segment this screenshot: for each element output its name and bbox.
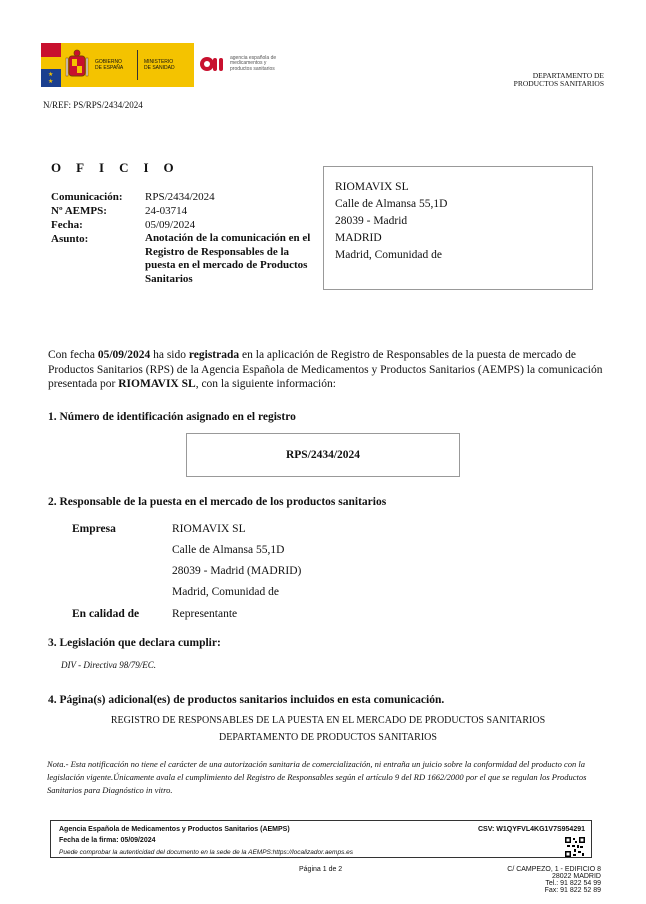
empresa-label: Empresa xyxy=(72,523,116,535)
legislation-value: DIV - Directiva 98/79/EC. xyxy=(61,660,156,670)
empresa-postal: 28039 - Madrid (MADRID) xyxy=(172,565,302,577)
comunicacion-value: RPS/2434/2024 xyxy=(145,191,215,203)
qr-code-icon xyxy=(565,837,585,857)
asunto-value: Anotación de la comunicación en el Registro de Responsables de la puesta en el mercado de Productos Sanitarios xyxy=(145,232,311,285)
registry-number-box: RPS/2434/2024 xyxy=(186,433,460,477)
gobierno-text: GOBIERNO DE ESPAÑA xyxy=(95,59,124,71)
signature-footer-box xyxy=(50,820,592,858)
coat-of-arms-icon xyxy=(65,48,89,82)
empresa-street: Calle de Almansa 55,1D xyxy=(172,544,285,556)
oficio-metadata xyxy=(51,190,315,286)
section-4-heading: 4. Página(s) adicional(es) de productos sanitarios incluidos en esta comunicación. xyxy=(48,694,445,706)
aemps-logo xyxy=(199,55,285,73)
recipient-postal: 28039 - Madrid xyxy=(335,215,408,227)
section-1-heading: 1. Número de identificación asignado en el registro xyxy=(48,411,296,423)
page-number: Página 1 de 2 xyxy=(299,866,343,873)
nota-disclaimer: Nota.- Esta notificación no tiene el carácter de una autorización sanitaria de comercialización, ni entraña un juicio sobre la conformidad del producto con la legislación vigente.Únicamente avala el cumplimiento del Registro de Responsables según el artículo 9 del RD 1662/2000 por el que se regulan los Productos Sanitarios para Diagnóstico in vitro. xyxy=(47,759,587,795)
footer-agency: Agencia Española de Medicamentos y Productos Sanitarios (AEMPS) xyxy=(59,826,290,833)
aemps-text: agencia española de medicamentos y productos sanitarios xyxy=(230,54,277,72)
reference-number: N/REF: PS/RPS/2434/2024 xyxy=(43,100,143,110)
fecha-label: Fecha: xyxy=(51,219,83,231)
gobierno-espana-logo xyxy=(41,43,194,87)
aemps-number-value: 24-03714 xyxy=(145,205,188,217)
oficio-title: OFICIO xyxy=(51,160,189,175)
aemps-number-label: Nº AEMPS: xyxy=(51,205,107,217)
aemps-logo-icon xyxy=(199,55,227,73)
recipient-street: Calle de Almansa 55,1D xyxy=(335,198,448,210)
footer-csv: CSV: W1QYFVL4KG1V7S954291 xyxy=(478,826,585,833)
section-2-heading: 2. Responsable de la puesta en el mercado de los productos sanitarios xyxy=(48,496,387,508)
recipient-address-box xyxy=(323,166,593,290)
agency-address: C/ CAMPEZO, 1 - EDIFICIO 8 28022 MADRID Tel.: 91 822 54 99 Fax: 91 822 52 89 xyxy=(507,866,601,894)
intro-paragraph: Con fecha 05/09/2024 ha sido registrada en la aplicación de Registro de Responsables de la puesta de mercado de Productos Sanitarios (RPS) de la Agencia Española de Medicamentos y Productos Sanitarios (AEMPS) la comunicación presentada por RIOMAVIX SL, con la siguiente información: xyxy=(48,349,603,390)
eu-flag-icon: ★ ★ xyxy=(41,43,61,87)
comunicacion-label: Comunicación: xyxy=(51,191,123,203)
footer-signature-date: Fecha de la firma: 05/09/2024 xyxy=(59,837,156,844)
calidad-label: En calidad de xyxy=(72,608,140,620)
responsible-details xyxy=(72,519,301,625)
recipient-region: Madrid, Comunidad de xyxy=(335,249,442,261)
recipient-name: RIOMAVIX SL xyxy=(335,181,409,193)
empresa-name: RIOMAVIX SL xyxy=(172,523,246,535)
department-header: DEPARTAMENTO DE PRODUCTOS SANITARIOS xyxy=(513,71,604,88)
recipient-city: MADRID xyxy=(335,232,382,244)
calidad-value: Representante xyxy=(172,608,238,620)
fecha-value: 05/09/2024 xyxy=(145,219,196,231)
section-3-heading: 3. Legislación que declara cumplir: xyxy=(48,637,221,649)
asunto-label: Asunto: xyxy=(51,233,89,245)
footer-verify-link[interactable]: Puede comprobar la autenticidad del documento en la sede de la AEMPS:https://localizador.aemps.es xyxy=(59,849,353,856)
empresa-region: Madrid, Comunidad de xyxy=(172,586,279,598)
ministerio-text: MINISTERIO DE SANIDAD xyxy=(144,59,175,71)
additional-pages: REGISTRO DE RESPONSABLES DE LA PUESTA EN EL MERCADO DE PRODUCTOS SANITARIOS DEPARTAMENTO DE PRODUCTOS SANITARIOS xyxy=(110,715,546,743)
